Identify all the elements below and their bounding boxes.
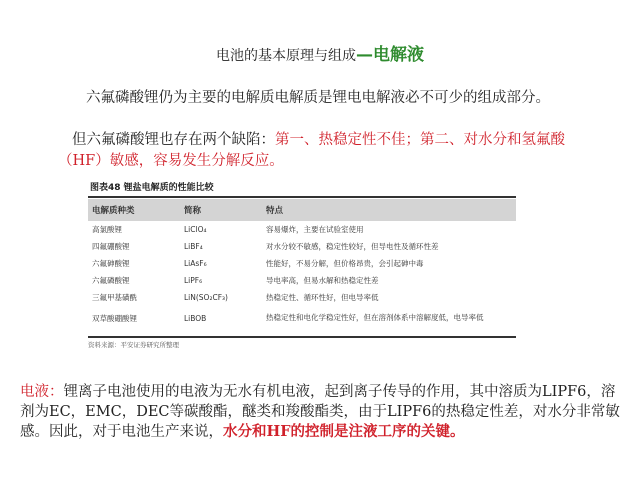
table-row — [88, 255, 516, 272]
paragraph-3-emphasis: 水分和HF的控制是注液工序的关键。 — [223, 423, 465, 440]
cell-feature: 导电率高，但易水解和热稳定性差 — [266, 275, 379, 285]
paragraph-2-normal: 但六氟磷酸锂也存在两个缺陷： — [72, 132, 275, 148]
cell-abbr: LiPF₆ — [184, 276, 203, 285]
table-caption: 图表48 锂盐电解质的性能比较 — [88, 178, 516, 198]
header-feature: 特点 — [266, 206, 284, 216]
table-row — [88, 238, 516, 255]
title-highlight: —电解液 — [356, 45, 424, 65]
paragraph-2 — [58, 130, 578, 172]
table-header — [88, 199, 516, 221]
cell-abbr: LiAsF₆ — [184, 259, 207, 268]
cell-abbr: LiClO₄ — [184, 225, 207, 234]
cell-type: 高氯酸锂 — [92, 225, 122, 234]
cell-type: 六氟砷酸锂 — [92, 259, 130, 268]
paragraph-3-label: 电液： — [20, 384, 64, 400]
paragraph-2-red: 第一、热稳定性不佳；第二、对水分和氢氟酸（HF）敏感，容易发生分解反应。 — [58, 132, 565, 169]
page-title — [0, 40, 640, 65]
cell-abbr: LiBOB — [184, 313, 207, 323]
cell-type: 四氟硼酸锂 — [92, 242, 130, 251]
table-row — [88, 306, 516, 330]
cell-abbr: LiN(SO₂CF₃) — [184, 293, 228, 302]
header-abbr: 简称 — [184, 206, 202, 216]
table-row — [88, 272, 516, 289]
cell-abbr: LiBF₄ — [184, 242, 203, 251]
paragraph-3 — [20, 382, 620, 442]
table-row — [88, 221, 516, 238]
table-row — [88, 289, 516, 306]
paragraph-1: 六氟磷酸锂仍为主要的电解质电解质是锂电电解液必不可少的组成部分。 — [86, 90, 550, 106]
cell-type: 三氟甲基磺酰 — [92, 293, 137, 302]
cell-feature: 热稳定性和电化学稳定性好，但在溶剂体系中溶解度低，电导率低 — [266, 313, 484, 322]
cell-type: 六氟磷酸锂 — [92, 276, 130, 285]
paragraph-3-body: 锂离子电池使用的电液为无水有机电液，起到离子传导的作用，其中溶质为LIPF6，溶剂为EC，EMC，DEC等碳酸酯，醚类和羧酸酯类，由于LIPF6的热稳定性差，对水分非常敏感。因此，对于电池生产来说， — [20, 384, 620, 440]
cell-feature: 热稳定性、循环性好，但电导率低 — [266, 292, 379, 302]
cell-type: 双草酸硼酸锂 — [92, 313, 137, 323]
table-source: 资料来源：平安证券研究所整理 — [88, 336, 516, 349]
cell-feature: 对水分较不敏感，稳定性较好，但导电性及循环性差 — [266, 241, 439, 251]
header-type: 电解质种类 — [92, 206, 135, 216]
cell-feature: 性能好，不易分解，但价格昂贵，会引起砷中毒 — [266, 258, 424, 268]
electrolyte-table — [88, 178, 516, 361]
title-main: 电池的基本原理与组成 — [216, 48, 356, 64]
cell-feature: 容易爆炸，主要在试验室使用 — [266, 224, 364, 234]
